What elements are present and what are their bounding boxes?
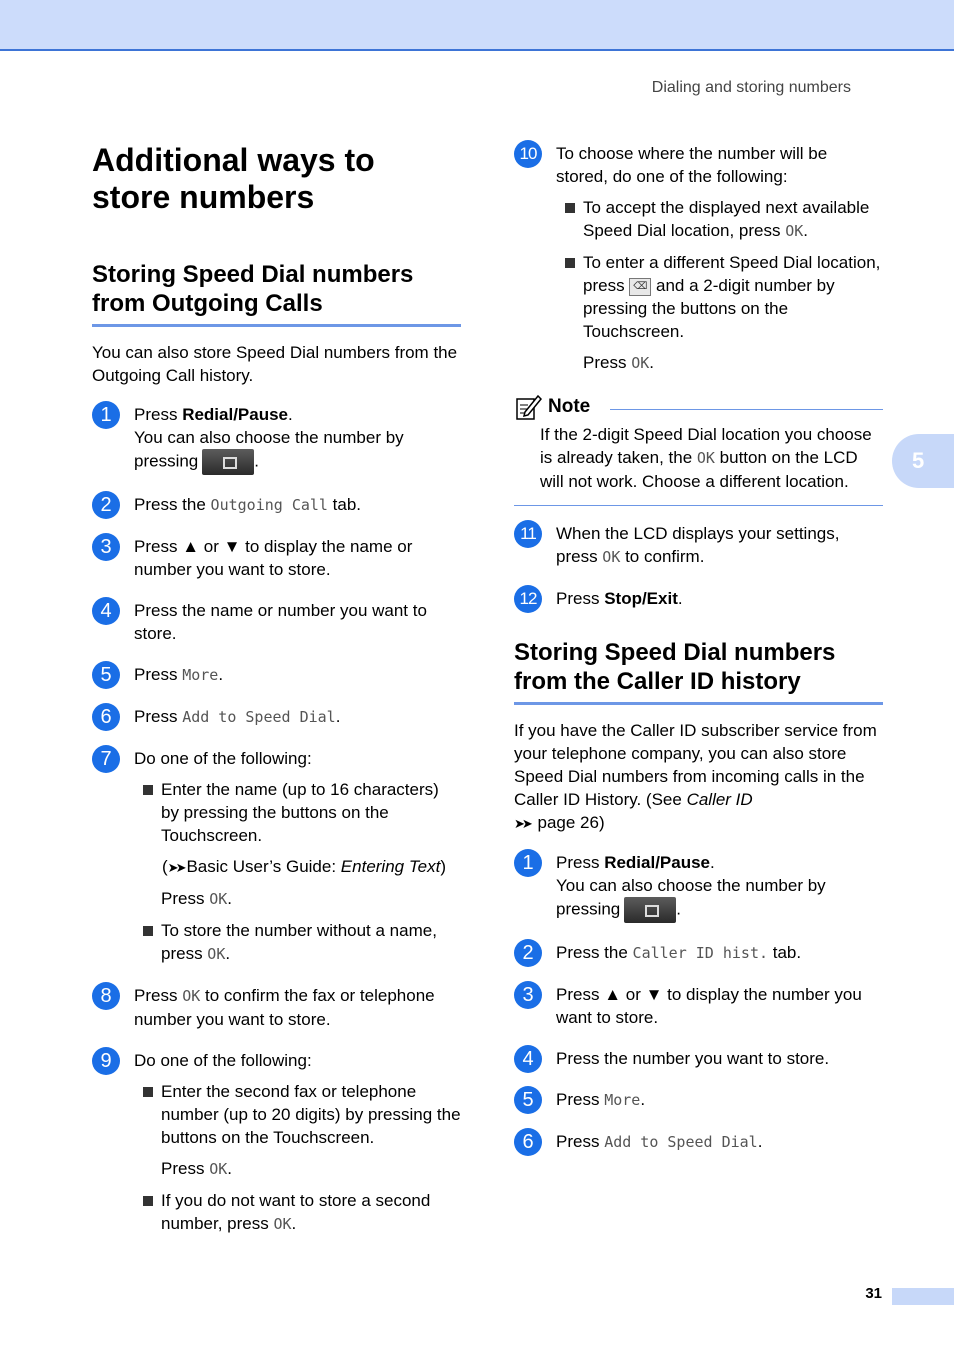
left-column — [92, 142, 461, 1254]
footer-tab — [892, 1288, 954, 1305]
caller-step-1 — [514, 851, 883, 923]
section-title-line1: Storing Speed Dial numbers — [514, 639, 836, 666]
step-text: . — [227, 1159, 232, 1178]
step-text: . — [803, 221, 809, 240]
section-title-caller-id — [514, 638, 883, 705]
redial-pause-key: Redial/Pause — [182, 405, 289, 424]
step-text: You can also choose the number by — [556, 876, 826, 895]
redial-pause-key: Redial/Pause — [604, 853, 711, 872]
page-title — [92, 142, 461, 216]
step-number-badge: 1 — [92, 401, 120, 429]
bullet-item — [556, 196, 883, 243]
ref-text: ( — [162, 857, 168, 876]
cross-reference — [161, 855, 461, 879]
intro-text: page 26) — [532, 813, 605, 832]
step-text: . — [676, 899, 681, 919]
step-text: tab. — [327, 495, 362, 514]
step-2 — [92, 493, 461, 517]
caller-step-3 — [514, 983, 883, 1029]
step-text: pressing — [556, 899, 621, 919]
step-3 — [92, 535, 461, 581]
step-text: . — [225, 944, 231, 963]
ok-button-label: OK — [207, 945, 226, 963]
bullet-item — [134, 778, 461, 911]
sub-instruction — [583, 351, 883, 375]
step-11 — [514, 522, 883, 569]
sub-instruction — [161, 1157, 461, 1181]
step-6 — [92, 705, 461, 729]
right-column — [514, 142, 883, 1172]
step-5 — [92, 663, 461, 687]
bullet-item — [134, 919, 461, 966]
caller-id-hist-tab-label: Caller ID hist. — [632, 944, 769, 962]
bullet-text: To accept the displayed next available Speed Dial location, press — [583, 198, 870, 240]
note-text: button on the LCD will not work. Choose a different location. — [540, 448, 858, 491]
bullet-item — [134, 1189, 461, 1236]
step-text: Press the name or number you want to store. — [134, 601, 427, 643]
step-9 — [92, 1049, 461, 1236]
step-number-badge: 2 — [514, 939, 542, 967]
caller-step-5 — [514, 1088, 883, 1112]
bullet-text: Enter the second fax or telephone number (up to 20 digits) by pressing the buttons on the Touchscreen. — [161, 1082, 461, 1147]
step-text: to display the number you want to store. — [556, 985, 862, 1027]
step-text: Press the number you want to store. — [556, 1049, 830, 1068]
intro-paragraph — [514, 719, 883, 835]
step-text: . — [288, 405, 293, 424]
step-text: Press — [556, 985, 605, 1004]
step-text: . — [218, 665, 224, 684]
down-arrow-icon: ▼ — [645, 985, 663, 1004]
ok-button-label: OK — [631, 354, 650, 372]
double-arrow-icon: ➤➤ — [514, 816, 530, 831]
step-text: Press — [134, 707, 183, 726]
step-text: Press — [134, 537, 183, 556]
step-text: Do one of the following: — [134, 749, 312, 768]
caller-step-6 — [514, 1130, 883, 1154]
note-divider — [610, 409, 883, 410]
step-number-badge: 2 — [92, 491, 120, 519]
step-text: . — [677, 589, 683, 608]
step-text: . — [640, 1090, 646, 1109]
add-to-speed-dial-label: Add to Speed Dial — [182, 708, 336, 726]
bullet-text: To store the number without a name, press — [161, 921, 437, 963]
top-banner — [0, 0, 954, 51]
note-header — [514, 393, 883, 421]
step-text: to display the name or number you want to store. — [134, 537, 413, 579]
step-text: Press — [583, 353, 632, 372]
bullet-item — [134, 1080, 461, 1181]
ok-button-label: OK — [182, 987, 201, 1005]
outgoing-call-tab-label: Outgoing Call — [210, 496, 328, 514]
step-8 — [92, 984, 461, 1031]
bullet-item — [556, 251, 883, 375]
note-title: Note — [548, 396, 591, 417]
step-text: Press — [556, 1090, 605, 1109]
step-text: Press — [134, 986, 183, 1005]
double-arrow-icon: ➤➤ — [167, 860, 184, 875]
step-text: Press the — [134, 495, 211, 514]
step-7 — [92, 747, 461, 966]
ok-button-label: OK — [602, 548, 621, 566]
history-button-icon — [202, 449, 254, 475]
step-text: Press — [134, 665, 183, 684]
step-text: Press — [556, 1132, 605, 1151]
step-text: . — [757, 1132, 763, 1151]
note-text: If the 2-digit Speed Dial location you choose is already taken, the — [540, 425, 872, 467]
history-button-icon — [624, 897, 676, 923]
page-title-line1: Additional ways to — [92, 142, 375, 178]
step-text: . — [710, 853, 715, 872]
step-number-badge: 8 — [92, 982, 120, 1010]
intro-paragraph: You can also store Speed Dial numbers from the Outgoing Call history. — [92, 343, 458, 385]
step-number-badge: 10 — [514, 140, 542, 168]
step-12 — [514, 587, 883, 610]
step-text: . — [227, 889, 232, 908]
step-1 — [92, 403, 461, 475]
page-title-line2: store numbers — [92, 179, 315, 215]
step-text: . — [291, 1214, 297, 1233]
step-number-badge: 7 — [92, 745, 120, 773]
page-number: 31 — [865, 1285, 882, 1302]
bullet-text: and a 2-digit number by pressing the buttons on the Touchscreen. — [583, 276, 835, 341]
more-button-label: More — [182, 666, 219, 684]
step-text: Press — [134, 405, 183, 424]
step-text: . — [649, 353, 654, 372]
ref-text: Basic User’s Guide: — [186, 857, 341, 876]
step-number-badge: 5 — [92, 661, 120, 689]
step-text: pressing — [134, 451, 199, 471]
step-number-badge: 11 — [514, 520, 542, 548]
step-text: . — [254, 451, 259, 471]
step-text: Press the — [556, 943, 633, 962]
step-text: Do one of the following: — [134, 1051, 312, 1070]
chapter-tab: 5 — [892, 434, 954, 488]
note-body — [514, 423, 883, 493]
step-text: to confirm. — [620, 547, 705, 566]
sub-instruction — [161, 887, 461, 911]
step-4 — [92, 599, 461, 645]
step-text: To choose where the number will be stored, do one of the following: — [556, 144, 828, 186]
ref-title: Caller ID — [686, 790, 753, 809]
step-number-badge: 4 — [92, 597, 120, 625]
bullet-text: To enter a different Speed Dial location, press — [583, 253, 881, 295]
up-arrow-icon: ▲ — [182, 537, 200, 556]
step-number-badge: 6 — [514, 1128, 542, 1156]
running-header: Dialing and storing numbers — [651, 79, 851, 96]
note-pencil-icon — [514, 393, 542, 421]
step-text: You can also choose the number by — [134, 428, 404, 447]
more-button-label: More — [604, 1091, 641, 1109]
stop-exit-key: Stop/Exit — [604, 589, 678, 608]
step-text: Press — [161, 1159, 210, 1178]
ref-text: ) — [440, 857, 447, 876]
step-number-badge: 6 — [92, 703, 120, 731]
step-text: When the LCD displays your settings, press — [556, 524, 840, 566]
bullet-text: Enter the name (up to 16 characters) by pressing the buttons on the Touchscreen. — [161, 780, 439, 845]
ok-button-label: OK — [209, 1160, 228, 1178]
step-number-badge: 9 — [92, 1047, 120, 1075]
step-number-badge: 5 — [514, 1086, 542, 1114]
backspace-icon: ⌫ — [629, 278, 651, 296]
step-number-badge: 1 — [514, 849, 542, 877]
ok-button-label: OK — [785, 222, 804, 240]
step-number-badge: 12 — [514, 585, 542, 613]
step-text: to confirm the fax or telephone number you want to store. — [134, 986, 435, 1029]
add-to-speed-dial-label: Add to Speed Dial — [604, 1133, 758, 1151]
section-title-line2: from Outgoing Calls — [92, 290, 323, 317]
step-number-badge: 4 — [514, 1045, 542, 1073]
note-box — [514, 393, 883, 506]
step-text: Press — [161, 889, 210, 908]
ref-title: Entering Text — [340, 857, 441, 876]
ok-button-label: OK — [209, 890, 228, 908]
step-text: . — [335, 707, 341, 726]
ok-button-label: OK — [696, 449, 715, 467]
bullet-text: If you do not want to store a second number, press — [161, 1191, 431, 1233]
section-title-outgoing — [92, 260, 461, 327]
step-text: Press — [556, 853, 605, 872]
down-arrow-icon: ▼ — [223, 537, 241, 556]
caller-step-4 — [514, 1047, 883, 1070]
step-text: or — [621, 985, 646, 1004]
ok-button-label: OK — [273, 1215, 292, 1233]
section-title-line2: from the Caller ID history — [514, 668, 801, 695]
step-number-badge: 3 — [92, 533, 120, 561]
step-text: tab. — [768, 943, 802, 962]
up-arrow-icon: ▲ — [604, 985, 622, 1004]
section-title-line1: Storing Speed Dial numbers — [92, 261, 414, 288]
step-number-badge: 3 — [514, 981, 542, 1009]
step-10 — [514, 142, 883, 375]
step-text: or — [199, 537, 224, 556]
intro-text: If you have the Caller ID subscriber service from your telephone company, you can also store Speed Dial numbers from incoming calls in the Caller ID History. (See — [514, 721, 877, 809]
caller-step-2 — [514, 941, 883, 965]
step-text: Press — [556, 589, 605, 608]
